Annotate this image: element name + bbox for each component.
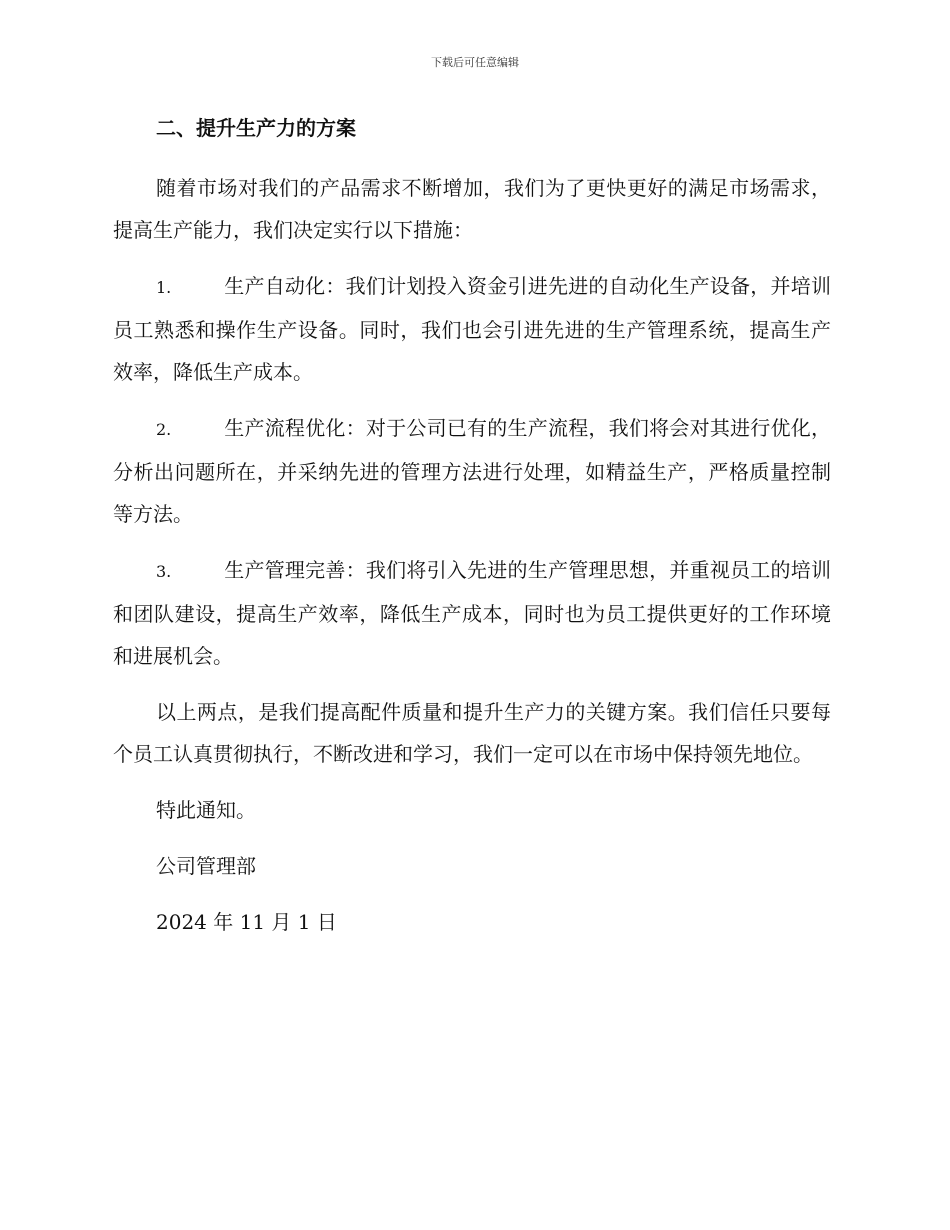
list-item-1 (113, 265, 831, 393)
conclusion-paragraph: 以上两点，是我们提高配件质量和提升生产力的关键方案。我们信任只要每个员工认真贯彻执行，不断改进和学习，我们一定可以在市场中保持领先地位。 (113, 700, 831, 766)
date-line: 2024 年 11 月 1 日 (156, 910, 337, 934)
list-item-text: 生产流程优化：对于公司已有的生产流程，我们将会对其进行优化，分析出问题所在，并采纳先进的管理方法进行处理，如精益生产，严格质量控制等方法。 (113, 416, 831, 526)
document-body (113, 112, 831, 943)
header-note: 下载后可任意编辑 (431, 56, 519, 69)
list-item-2 (113, 407, 831, 535)
list-item-number: 3. (156, 562, 172, 581)
section-title: 二、提升生产力的方案 (156, 116, 356, 140)
list-item-3 (113, 549, 831, 677)
list-item-number: 2. (156, 420, 172, 439)
list-item-number: 1. (156, 278, 172, 297)
notice-line: 特此通知。 (156, 798, 256, 822)
signature-line: 公司管理部 (156, 854, 256, 878)
intro-paragraph: 随着市场对我们的产品需求不断增加，我们为了更快更好的满足市场需求，提高生产能力，我们决定实行以下措施： (113, 176, 831, 242)
list-item-text: 生产管理完善：我们将引入先进的生产管理思想，并重视员工的培训和团队建设，提高生产效率，降低生产成本，同时也为员工提供更好的工作环境和进展机会。 (113, 558, 831, 668)
list-item-text: 生产自动化：我们计划投入资金引进先进的自动化生产设备，并培训员工熟悉和操作生产设备。同时，我们也会引进先进的生产管理系统，提高生产效率，降低生产成本。 (113, 274, 831, 384)
